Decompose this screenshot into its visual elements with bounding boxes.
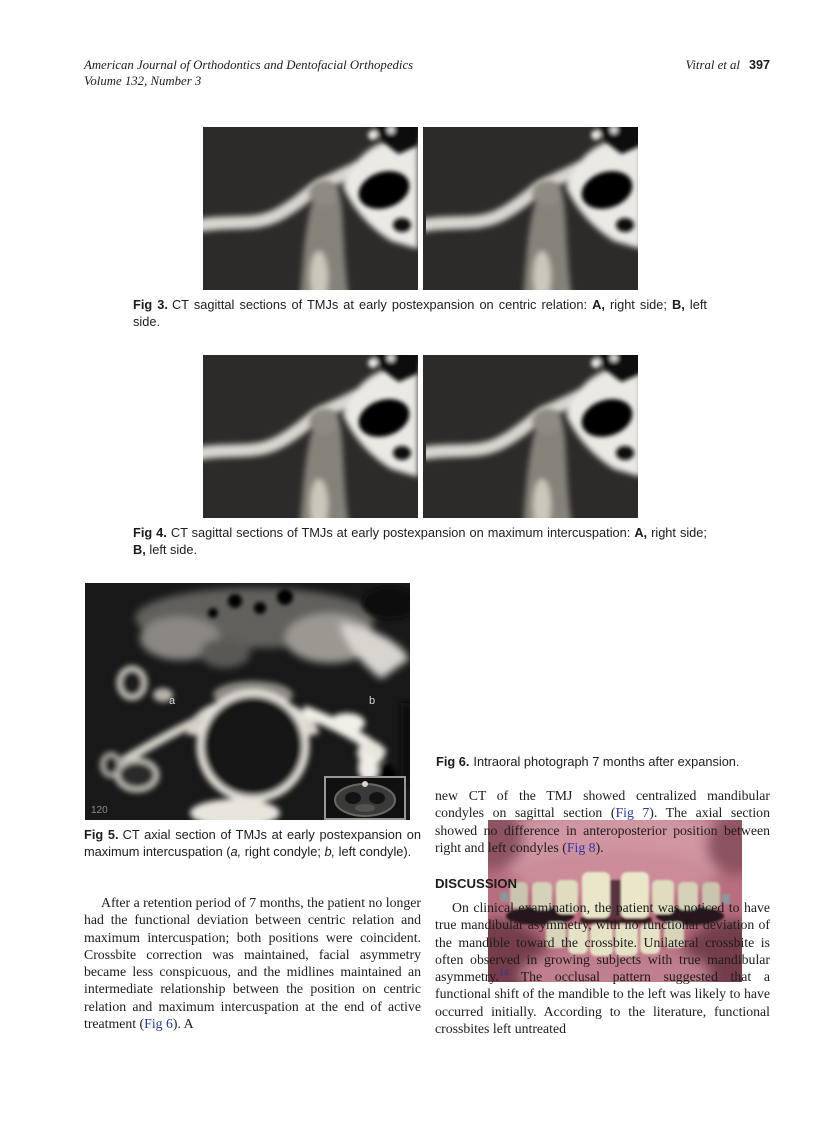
right-paragraph2-text: On clinical examination, the patient was noticed to have true mandibular asymmetry, with no functional deviation of the mandible toward the crossbite. Unilateral crossbite is often observed in growing subjects with true mandibular asymmetry. (435, 900, 770, 985)
fig3-caption (133, 297, 707, 331)
fig3-marker-a: A, (592, 297, 605, 312)
fig3-caption-text3: left side. (133, 297, 707, 329)
fig3-caption-text2: right side; (604, 297, 673, 312)
fig3-images (203, 127, 638, 290)
fig6-caption (436, 754, 770, 771)
right-paragraph1-text3: ). (595, 839, 604, 855)
journal-title: American Journal of Orthodontics and Dentofacial Orthopedics (84, 58, 414, 72)
right-column-paragraph-2 (435, 899, 770, 1037)
fig4-image-a (203, 355, 418, 518)
fig5-overlay-label-b: b (369, 695, 376, 707)
journal-header (84, 58, 413, 89)
fig3-marker-b: B, (672, 297, 685, 312)
fig6-reference-link[interactable]: Fig 6 (144, 1016, 173, 1032)
fig5-marker-a: a, (230, 843, 242, 859)
left-column-paragraph (84, 894, 421, 1032)
right-paragraph2-text2: The occlusal pattern suggested that a functional shift of the mandible to the left was likely to have occurred initially. According to the literature, functional crossbites left untreated (435, 969, 770, 1037)
fig4-images (203, 355, 638, 518)
fig5-image (85, 583, 410, 820)
discussion-heading: DISCUSSION (435, 876, 518, 891)
fig4-caption-text2: right side; (647, 525, 707, 540)
fig3-caption-text: CT sagittal sections of TMJs at early postexpansion on centric relation: (171, 297, 593, 312)
fig5-label: Fig 5. (84, 827, 119, 842)
fig4-marker-a: A, (634, 525, 648, 540)
page-number: 397 (748, 58, 770, 72)
authors: Vitral et al (685, 58, 740, 72)
fig6-label: Fig 6. (436, 754, 470, 769)
fig5-inset-thumbnail (324, 776, 406, 820)
fig5-caption (84, 827, 421, 861)
fig6-caption-text: Intraoral photograph 7 months after expansion. (473, 754, 740, 769)
left-paragraph-text: After a retention period of 7 months, the patient no longer had the functional deviation between centric relation and maximum intercuspation; both positions were coincident. Crossbite correction was maintained, facial asymmetry became less conspicuous, and the midlines maintained an intermediate relationship between the position on centric relation and maximum intercuspation at the end of active treatment ( (84, 895, 421, 1032)
fig7-reference-link[interactable]: Fig 7 (615, 805, 650, 821)
fig5-overlay-label-a: a (169, 695, 176, 707)
fig4-marker-b: B, (133, 541, 146, 557)
fig3-label: Fig 3. (133, 297, 168, 312)
fig4-label: Fig 4. (133, 525, 167, 540)
fig3-image-b (423, 127, 638, 290)
fig5-caption-text: CT axial section of TMJs at early postexpansion on maximum intercuspation ( (84, 827, 421, 859)
fig3-image-a (203, 127, 418, 290)
right-column-paragraph-1 (435, 787, 770, 856)
journal-volume: Volume 132, Number 3 (84, 73, 202, 88)
fig4-image-b (423, 355, 638, 518)
fig4-caption-text3: left side. (145, 541, 198, 557)
fig5-caption-text2: right condyle; (241, 843, 325, 859)
right-paragraph1-text2: ). The axial section showed no difference in anteroposterior position between right and left condyles ( (435, 805, 770, 855)
fig5-overlay-number: 120 (91, 805, 108, 816)
fig8-reference-link[interactable]: Fig 8 (566, 839, 596, 855)
citation-14-link[interactable]: 14 (498, 968, 509, 979)
fig4-caption-text: CT sagittal sections of TMJs at early postexpansion on maximum intercuspation: (170, 525, 635, 540)
fig5-caption-text3: left condyle). (335, 843, 412, 859)
left-paragraph-text2: ). A (172, 1016, 194, 1032)
fig4-caption (133, 525, 707, 559)
right-paragraph1-text: new CT of the TMJ showed centralized mandibular condyles on sagittal section ( (435, 788, 770, 821)
fig5-marker-b: b, (324, 843, 336, 859)
running-head (662, 58, 770, 73)
